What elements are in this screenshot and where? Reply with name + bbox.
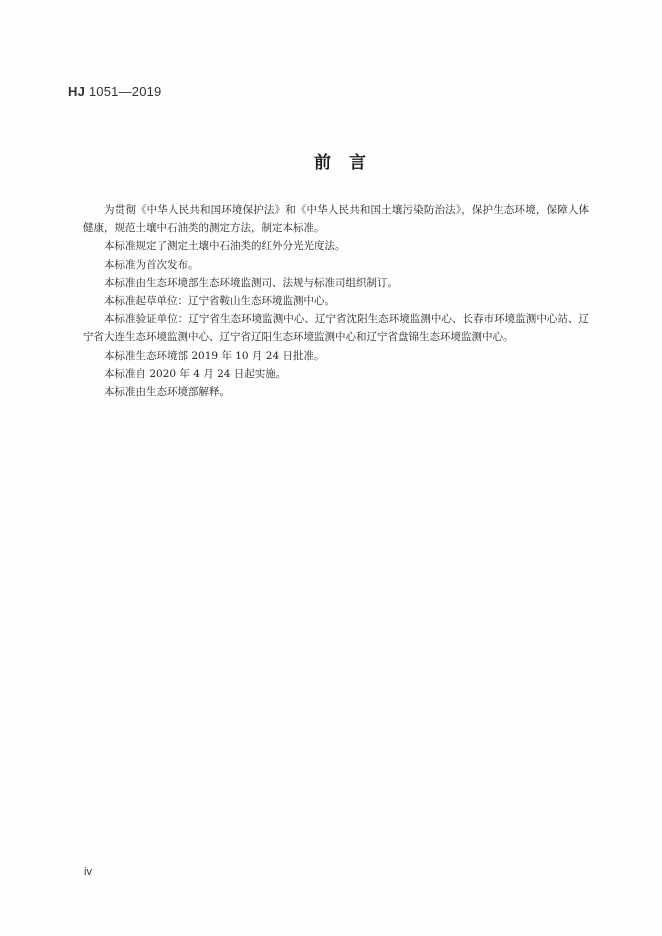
paragraph-approval: 本标准生态环境部 2019 年 10 月 24 日批准。: [104, 349, 325, 362]
standard-code-number: 1051—2019: [88, 84, 162, 99]
page-number: iv: [84, 866, 92, 878]
paragraph-organizer: 本标准由生态环境部生态环境监测司、法规与标准司组织制订。: [104, 276, 398, 289]
paragraph-scope: 本标准规定了测定土壤中石油类的红外分光光度法。: [104, 240, 346, 253]
paragraph-drafting-unit: 本标准起草单位：辽宁省鞍山生态环境监测中心。: [104, 295, 335, 308]
page-title: 前言: [314, 153, 384, 173]
paragraph-purpose: 为贯彻《中华人民共和国环境保护法》和《中华人民共和国土壤污染防治法》，保护生态环境，保障人体健康，规范土壤中石油类的测定方法，制定本标准。: [83, 204, 589, 235]
paragraph-first-release: 本标准为首次发布。: [104, 258, 199, 271]
paragraph-verification-units: 本标准验证单位：辽宁省生态环境监测中心、辽宁省沈阳生态环境监测中心、长春市环境监测中心站、辽宁省大连生态环境监测中心、辽宁省辽阳生态环境监测中心和辽宁省盘锦生态环境监测中心。: [83, 313, 589, 344]
standard-code: [68, 84, 161, 99]
standard-code-prefix: HJ: [68, 84, 86, 99]
foreword-body: [83, 201, 589, 401]
paragraph-effective-date: 本标准自 2020 年 4 月 24 日起实施。: [104, 367, 287, 380]
paragraph-interpretation: 本标准由生态环境部解释。: [104, 386, 230, 399]
